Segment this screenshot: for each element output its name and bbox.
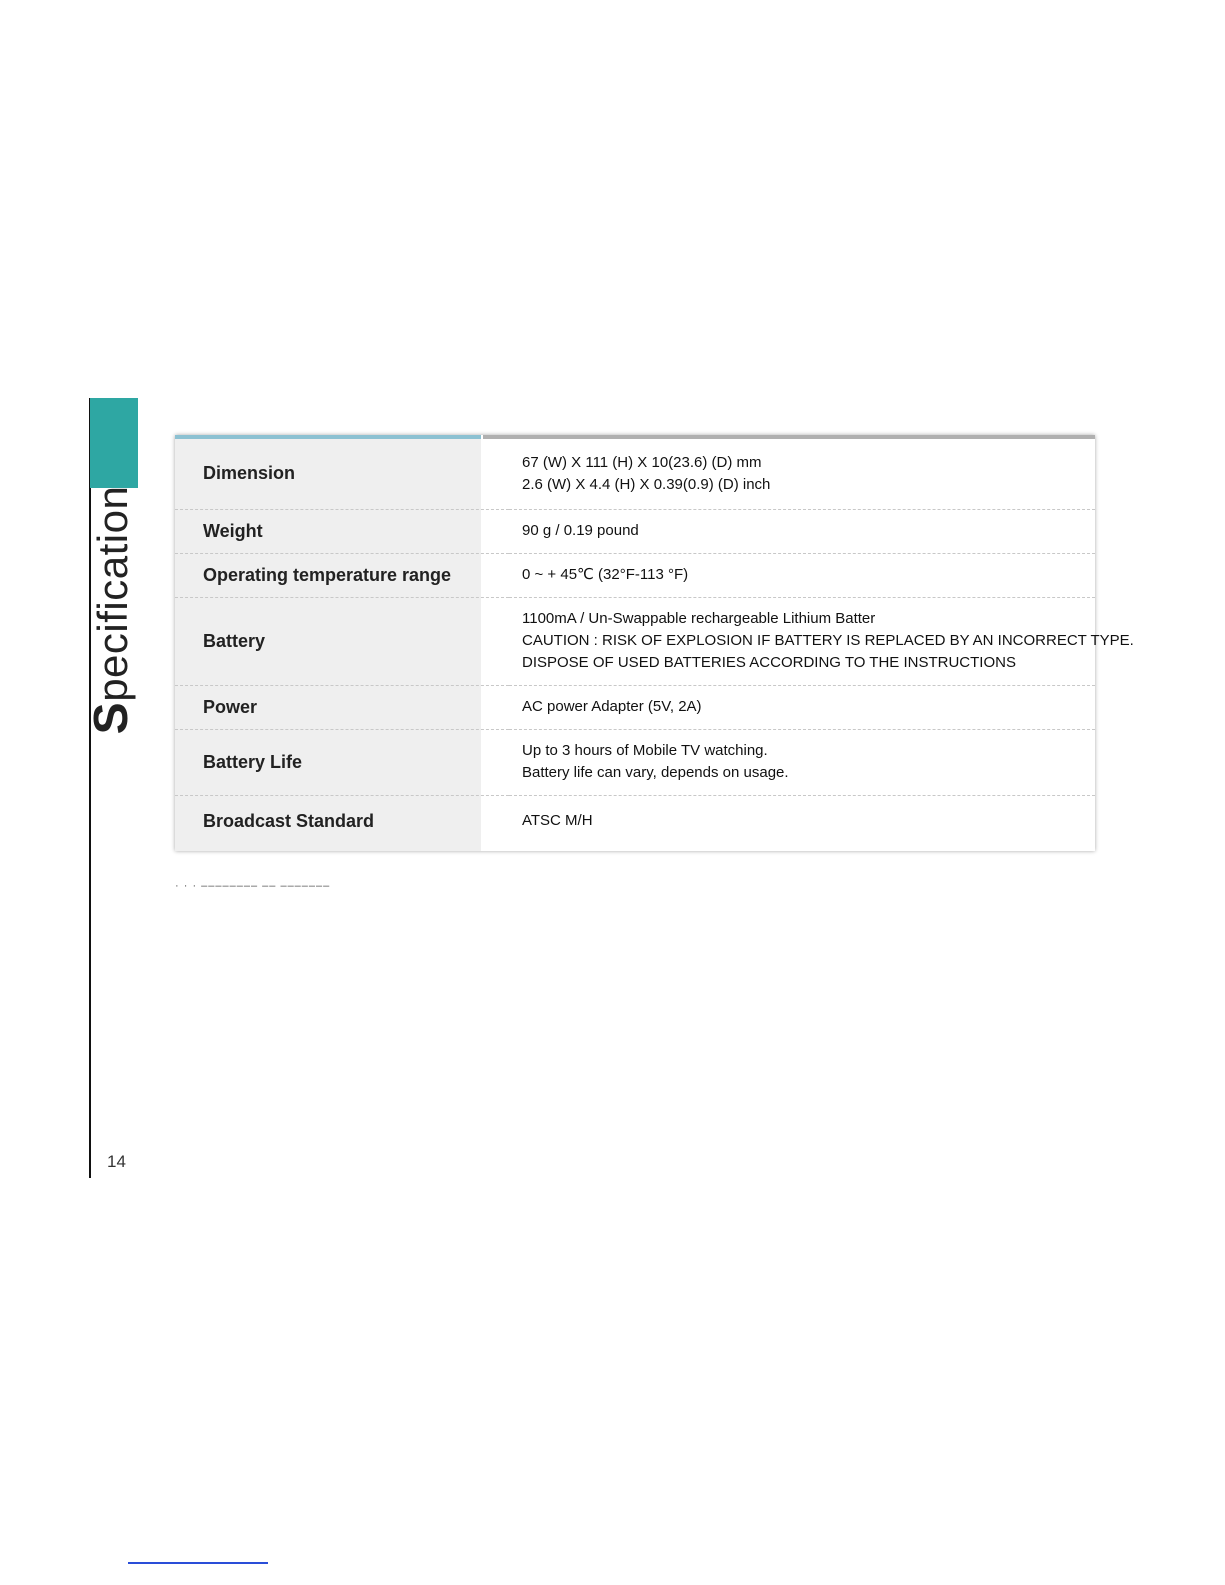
spec-value <box>509 553 1095 597</box>
spec-value <box>509 597 1134 685</box>
spec-value-line: 90 g / 0.19 pound <box>522 522 639 539</box>
spec-label: Battery Life <box>175 729 509 795</box>
spec-label: Power <box>175 685 509 729</box>
spec-label: Operating temperature range <box>175 553 509 597</box>
spec-value-line: CAUTION : RISK OF EXPLOSION IF BATTERY IS REPLACED BY AN INCORRECT TYPE. <box>522 632 1134 649</box>
spec-value-line: 1100mA / Un-Swappable rechargeable Lithium Batter <box>522 610 876 627</box>
spec-row <box>175 509 1095 553</box>
spec-value-line: 67 (W) X 111 (H) X 10(23.6) (D) mm <box>522 453 762 471</box>
spec-table-card <box>175 435 1134 851</box>
section-title-rest: pecification <box>89 485 136 702</box>
spec-label: Battery <box>175 597 509 685</box>
spec-label: Broadcast Standard <box>203 810 375 831</box>
page-number: 14 <box>107 1152 126 1171</box>
spec-value-line: AC power Adapter (5V, 2A) <box>522 698 702 715</box>
spec-row <box>175 729 1095 795</box>
spec-value-line: DISPOSE OF USED BATTERIES ACCORDING TO THE INSTRUCTIONS <box>522 654 1016 671</box>
spec-row <box>175 597 1095 685</box>
spec-label: Dimension <box>175 439 509 509</box>
sidebar-accent-block <box>90 398 138 488</box>
table-footnote: · · · ‒‒‒‒‒‒‒‒ ‒‒ ‒‒‒‒‒‒‒ <box>175 880 331 892</box>
spec-row <box>175 553 1095 597</box>
spec-value-line: 2.6 (W) X 4.4 (H) X 0.39(0.9) (D) inch <box>522 475 771 493</box>
spec-value-line: ATSC M/H <box>522 812 593 830</box>
section-title <box>85 485 138 735</box>
spec-value <box>509 509 1095 553</box>
spec-value-line: Up to 3 hours of Mobile TV watching. <box>522 742 768 759</box>
spec-value-line: Battery life can vary, depends on usage. <box>522 764 789 781</box>
spec-value-line: 0 ~ + 45℃ (32°F-113 °F) <box>522 566 689 583</box>
spec-row <box>175 439 1095 509</box>
spec-table <box>175 439 1134 847</box>
bottom-link-underline[interactable] <box>128 1562 268 1564</box>
section-title-initial: S <box>85 701 138 735</box>
spec-value <box>509 795 1095 847</box>
spec-row <box>175 685 1095 729</box>
spec-value <box>509 685 1095 729</box>
spec-value <box>509 439 1095 509</box>
spec-row <box>175 795 1095 847</box>
spec-value <box>509 729 1095 795</box>
spec-label: Weight <box>175 509 509 553</box>
